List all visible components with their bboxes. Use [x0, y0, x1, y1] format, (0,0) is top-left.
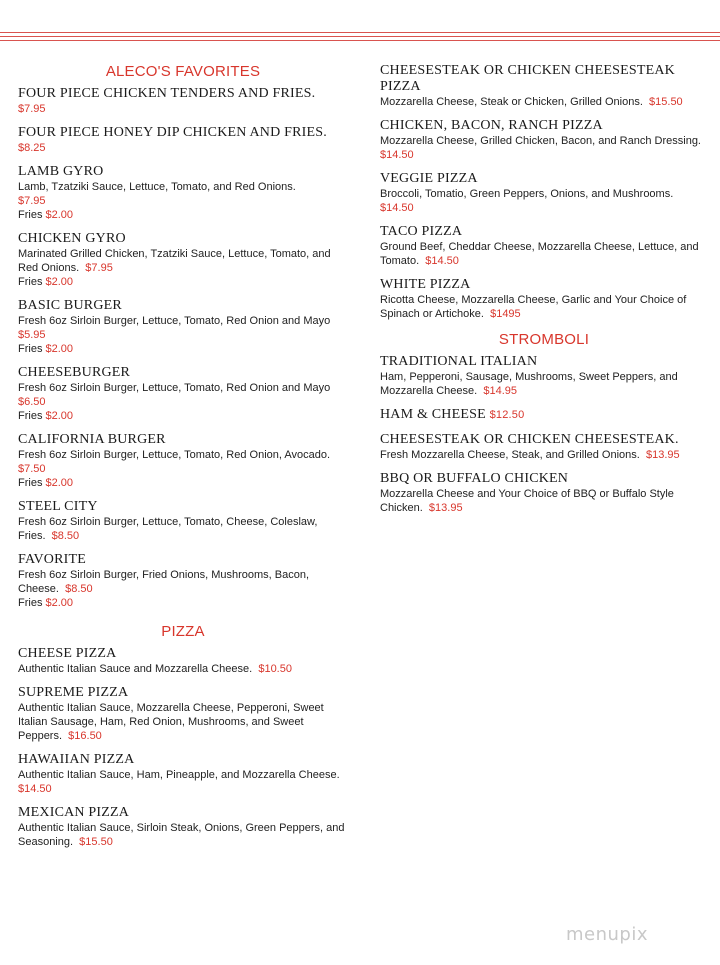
section-title: ALECO'S FAVORITES: [105, 63, 261, 80]
item-name: CHEESESTEAK OR CHICKEN CHEESESTEAK PIZZA: [380, 63, 675, 94]
item-name: FOUR PIECE CHICKEN TENDERS AND FRIES.: [18, 86, 316, 101]
item-name: CHEESE PIZZA: [18, 646, 117, 661]
item-description-text: Authentic Italian Sauce, Mozzarella Cheese, Pepperoni, Sweet Italian Sausage, Ham, Red Onion, Mushrooms, and Sweet Peppers.: [18, 702, 324, 742]
item-price: $14.50: [380, 149, 414, 161]
item-price: $7.95: [18, 195, 46, 207]
fries-addon: [18, 342, 348, 356]
rule-line: [0, 32, 720, 33]
item-description: [380, 487, 708, 515]
item-name: TACO PIZZA: [380, 224, 463, 239]
item-description: [380, 370, 708, 398]
item-name: WHITE PIZZA: [380, 277, 471, 292]
pizza-section: [18, 622, 348, 849]
item-price: $14.50: [380, 202, 414, 214]
menu-item: [380, 432, 708, 462]
fries-addon: [18, 409, 348, 423]
favorites-list: [18, 86, 348, 610]
item-description: [18, 515, 348, 543]
fries-label: Fries: [18, 276, 43, 288]
menu-item: [380, 118, 708, 162]
item-description-text: Mozzarella Cheese and Your Choice of BBQ or Buffalo Style Chicken.: [380, 488, 674, 514]
item-name: CHICKEN, BACON, RANCH PIZZA: [380, 118, 603, 133]
menu-item: [380, 407, 708, 423]
item-price: $15.50: [79, 836, 113, 848]
item-description-text: Mozzarella Cheese, Steak or Chicken, Grilled Onions.: [380, 96, 643, 108]
item-name: FAVORITE: [18, 552, 86, 567]
stromboli-list: [380, 354, 708, 515]
item-price: $12.50: [489, 409, 525, 421]
item-price: $13.95: [645, 449, 680, 461]
item-description-text: Fresh 6oz Sirloin Burger, Lettuce, Tomato, Red Onion, Avocado.: [18, 449, 331, 461]
menu-item: [18, 805, 348, 849]
item-name: SUPREME PIZZA: [18, 685, 129, 700]
item-name: CHICKEN GYRO: [18, 231, 126, 246]
item-description: [18, 448, 348, 476]
item-description-text: Fresh 6oz Sirloin Burger, Fried Onions, Mushrooms, Bacon, Cheese.: [18, 569, 310, 595]
item-name: VEGGIE PIZZA: [380, 171, 478, 186]
menu-item: [380, 354, 708, 398]
favorites-section: [18, 62, 348, 610]
menu-item: [380, 224, 708, 268]
item-description: [18, 247, 348, 275]
item-description: [18, 821, 348, 849]
item-price: $6.50: [18, 396, 46, 408]
fries-label: Fries: [18, 597, 43, 609]
menu-item: [18, 432, 348, 490]
fries-label: Fries: [18, 209, 43, 221]
item-price: $7.95: [85, 262, 113, 274]
item-description: [380, 240, 708, 268]
menu-item: [380, 277, 708, 321]
item-description-text: Fresh 6oz Sirloin Burger, Lettuce, Tomato, Red Onion and Mayo: [18, 315, 331, 327]
item-price: $8.50: [51, 530, 80, 542]
item-name: CHEESESTEAK OR CHICKEN CHEESESTEAK.: [380, 432, 679, 447]
menu-item: [18, 365, 348, 423]
fries-addon: [18, 208, 348, 222]
item-price: $15.50: [649, 96, 683, 108]
item-price-line: [18, 194, 348, 208]
menu-item: [18, 231, 348, 289]
fries-addon: [18, 596, 348, 610]
item-description-text: Broccoli, Tomatio, Green Peppers, Onions, and Mushrooms.: [380, 188, 674, 200]
item-description: [18, 568, 348, 596]
item-description-text: Ground Beef, Cheddar Cheese, Mozzarella Cheese, Lettuce, and Tomato.: [380, 241, 699, 267]
item-price: $7.50: [18, 463, 46, 475]
item-price: $16.50: [68, 730, 102, 742]
item-description: [380, 448, 708, 462]
item-name: STEEL CITY: [18, 499, 98, 514]
fries-addon: [18, 476, 348, 490]
item-name: FOUR PIECE HONEY DIP CHICKEN AND FRIES.: [18, 125, 327, 140]
item-description: [18, 768, 348, 796]
item-price-line: [18, 102, 348, 116]
item-name: TRADITIONAL ITALIAN: [380, 354, 538, 369]
item-description-text: Fresh 6oz Sirloin Burger, Lettuce, Tomato, Cheese, Coleslaw, Fries.: [18, 516, 318, 542]
item-price: $7.95: [18, 103, 46, 115]
item-price: $8.50: [65, 583, 93, 595]
menu-item: [18, 752, 348, 796]
menu-item: [380, 171, 708, 215]
item-description: [18, 180, 348, 194]
menu-item: [18, 499, 348, 543]
item-price-line: [380, 201, 708, 215]
item-price: $14.50: [425, 255, 459, 267]
item-name: HAWAIIAN PIZZA: [18, 752, 135, 767]
fries-price: $2.00: [45, 410, 74, 422]
item-price: $10.50: [258, 663, 292, 675]
item-description-text: Marinated Grilled Chicken, Tzatziki Sauce, Lettuce, Tomato, and Red Onions.: [18, 248, 331, 274]
header-rules: [0, 32, 720, 44]
item-name: LAMB GYRO: [18, 164, 104, 179]
item-description: [380, 293, 708, 321]
item-price: $14.50: [18, 783, 52, 795]
menu-item: [18, 552, 348, 610]
item-description-text: Authentic Italian Sauce, Sirloin Steak, Onions, Green Peppers, and Seasoning.: [18, 822, 345, 848]
menu-item: [18, 298, 348, 356]
fries-price: $2.00: [45, 276, 74, 288]
fries-price: $2.00: [45, 597, 74, 609]
fries-price: $2.00: [45, 343, 74, 355]
item-description-text: Authentic Italian Sauce and Mozzarella Cheese.: [18, 663, 253, 675]
watermark: menupix: [566, 924, 649, 945]
item-description-text: Ham, Pepperoni, Sausage, Mushrooms, Sweet Peppers, and Mozzarella Cheese.: [380, 371, 678, 397]
menu-item: [18, 125, 348, 155]
item-name: CHEESEBURGER: [18, 365, 131, 380]
left-column: [18, 62, 348, 858]
item-description: [18, 381, 348, 409]
fries-label: Fries: [18, 343, 43, 355]
section-title: STROMBOLI: [498, 331, 590, 348]
right-column: [380, 63, 708, 524]
item-description: [380, 187, 708, 201]
fries-label: Fries: [18, 477, 43, 489]
item-name: [380, 407, 708, 423]
menu-item: [380, 471, 708, 515]
fries-label: Fries: [18, 410, 43, 422]
item-description-text: Authentic Italian Sauce, Ham, Pineapple, and Mozzarella Cheese.: [18, 769, 340, 781]
item-name-text: HAM & CHEESE: [380, 407, 486, 422]
fries-price: $2.00: [45, 209, 74, 221]
pizza-continued-list: [380, 63, 708, 321]
item-name: CALIFORNIA BURGER: [18, 432, 166, 447]
item-name: BASIC BURGER: [18, 298, 122, 313]
menu-item: [18, 685, 348, 743]
rule-line: [0, 36, 720, 37]
rule-line: [0, 40, 720, 41]
item-description: [18, 314, 348, 342]
stromboli-section: [380, 330, 708, 515]
item-price: $5.95: [18, 329, 46, 341]
fries-price: $2.00: [45, 477, 74, 489]
item-name: BBQ OR BUFFALO CHICKEN: [380, 471, 569, 486]
item-description: [380, 134, 708, 162]
item-name: MEXICAN PIZZA: [18, 805, 130, 820]
item-price: $8.25: [18, 142, 46, 154]
item-price-line: [18, 141, 348, 155]
section-title: PIZZA: [161, 623, 205, 640]
item-price: $1495: [490, 308, 521, 320]
item-description-text: Fresh 6oz Sirloin Burger, Lettuce, Tomato, Red Onion and Mayo: [18, 382, 331, 394]
item-description-text: Mozzarella Cheese, Grilled Chicken, Bacon, and Ranch Dressing.: [380, 135, 701, 147]
item-description: [18, 662, 348, 676]
item-price: $14.95: [483, 385, 517, 397]
item-description: [380, 95, 708, 109]
menu-item: [18, 86, 348, 116]
item-description-text: Ricotta Cheese, Mozzarella Cheese, Garlic and Your Choice of Spinach or Artichoke.: [380, 294, 687, 320]
menu-item: [18, 164, 348, 222]
item-price: $13.95: [428, 502, 463, 514]
menu-item: [18, 646, 348, 676]
pizza-list: [18, 646, 348, 849]
item-description: [18, 701, 348, 743]
fries-addon: [18, 275, 348, 289]
menu-item: [380, 63, 708, 109]
item-description-text: Lamb, Tzatziki Sauce, Lettuce, Tomato, and Red Onions.: [18, 181, 296, 193]
item-description-text: Fresh Mozzarella Cheese, Steak, and Grilled Onions.: [380, 449, 640, 461]
